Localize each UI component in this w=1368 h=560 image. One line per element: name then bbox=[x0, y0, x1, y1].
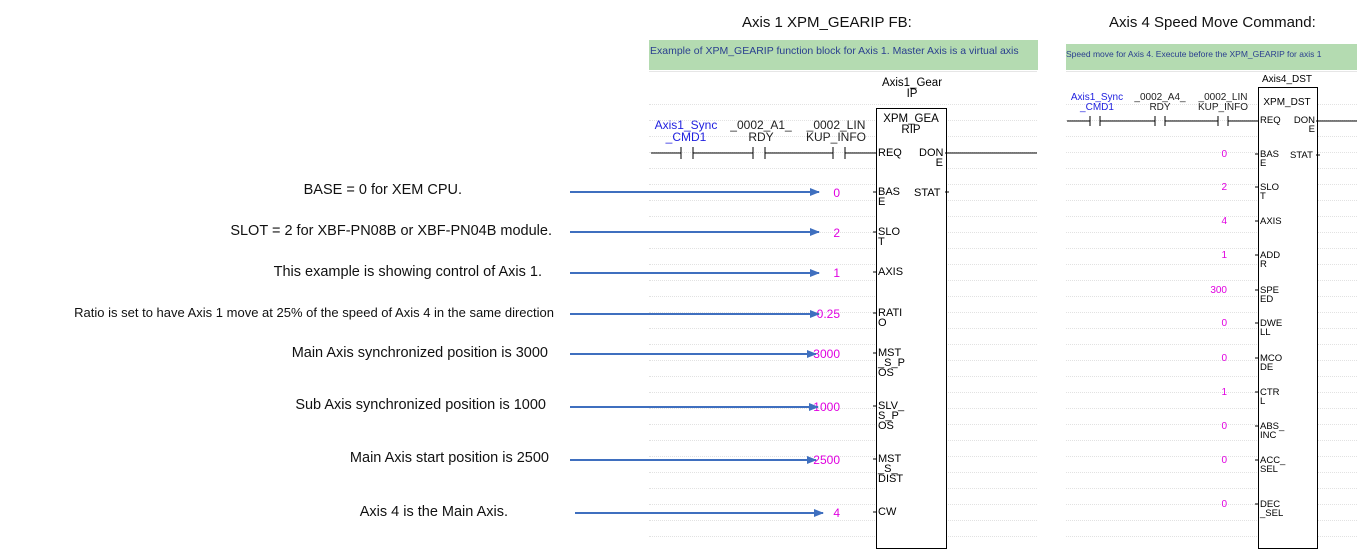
right-fb-pin-label: MCO DE bbox=[1260, 353, 1283, 373]
right-diagram-title: Axis 4 Speed Move Command: bbox=[1109, 14, 1316, 31]
right-fb-type: XPM_DST bbox=[1263, 97, 1311, 108]
right-contact-linkup-label: _0002_LIN KUP_INFO bbox=[1197, 92, 1248, 113]
right-fb-done-pin: DON E bbox=[1293, 115, 1315, 135]
right-contact-a4-rdy-label: _0002_A4_ RDY bbox=[1134, 92, 1186, 113]
right-fb-input-value[interactable]: 1 bbox=[1221, 387, 1227, 398]
left-fb-input-value[interactable]: 0 bbox=[833, 186, 840, 200]
left-fb-stat-pin: STAT bbox=[914, 187, 941, 199]
left-fb-input-value[interactable]: 2500 bbox=[813, 453, 840, 467]
left-fb-input-value[interactable]: 3000 bbox=[813, 347, 840, 361]
right-fb-input-value[interactable]: 0 bbox=[1221, 149, 1227, 160]
left-comment-banner: Example of XPM_GEARIP function block for Axis 1. Master Axis is a virtual axis bbox=[649, 40, 1038, 70]
right-fb-req-pin: REQ bbox=[1260, 115, 1281, 126]
right-fb-input-value[interactable]: 0 bbox=[1221, 455, 1227, 466]
right-fb-input-value[interactable]: 0 bbox=[1221, 318, 1227, 329]
left-fb-pin-label: CW bbox=[878, 506, 897, 518]
left-contact-linkup-label: _0002_LIN KUP_INFO bbox=[805, 118, 866, 144]
left-fb-pin-label: SLV_ S_P OS bbox=[878, 400, 905, 432]
left-contact-a1-rdy-label: _0002_A1_ RDY bbox=[730, 118, 792, 144]
left-fb-input-value[interactable]: 1 bbox=[833, 266, 840, 280]
left-fb-pin-label: AXIS bbox=[878, 266, 904, 278]
left-rung bbox=[651, 147, 1037, 159]
left-fb-input-value[interactable]: 1000 bbox=[813, 400, 840, 414]
note-main-axis: Axis 4 is the Main Axis. bbox=[359, 504, 508, 520]
left-fb-input-value[interactable]: 2 bbox=[833, 226, 840, 240]
right-fb-pin-label: BAS E bbox=[1260, 149, 1280, 169]
right-fb-pin-label: ABS_ INC bbox=[1260, 421, 1285, 441]
right-fb-pin-label: SLO T bbox=[1260, 182, 1280, 202]
right-fb-pin-label: DEC _SEL bbox=[1260, 499, 1284, 519]
left-fb-pin-label: MST _S_ DIST bbox=[878, 453, 904, 485]
left-fb-pin-label: RATI O bbox=[878, 307, 903, 329]
note-master-sync-pos: Main Axis synchronized position is 3000 bbox=[291, 345, 548, 361]
note-slot: SLOT = 2 for XBF-PN08B or XBF-PN04B module. bbox=[230, 223, 552, 239]
right-fb-pin-label: SPE ED bbox=[1260, 285, 1280, 305]
right-fb-input-value[interactable]: 0 bbox=[1221, 353, 1227, 364]
right-fb-input-value[interactable]: 1 bbox=[1221, 250, 1227, 261]
note-slave-sync-pos: Sub Axis synchronized position is 1000 bbox=[295, 397, 546, 413]
right-comment-banner: Speed move for Axis 4. Execute before the XPM_GEARIP for axis 1 bbox=[1066, 44, 1357, 70]
right-fb-pin-label: AXIS bbox=[1260, 216, 1282, 227]
right-rung bbox=[1067, 116, 1357, 126]
right-fb-pin-label: ACC_ SEL bbox=[1260, 455, 1286, 475]
left-fb-pin-label: MST _S_P OS bbox=[878, 347, 905, 379]
right-fb-input-value[interactable]: 0 bbox=[1221, 421, 1227, 432]
note-base: BASE = 0 for XEM CPU. bbox=[303, 182, 462, 198]
left-fb-input-value[interactable]: 4 bbox=[833, 506, 840, 520]
right-fb-instance-name: Axis4_DST bbox=[1261, 74, 1312, 85]
right-fb-pin-label: CTR L bbox=[1260, 387, 1280, 407]
right-contact-sync-cmd-label: Axis1_Sync _CMD1 bbox=[1070, 92, 1124, 113]
left-fb-pin-label: SLO T bbox=[878, 226, 901, 248]
left-fb-input-value[interactable]: 0.25 bbox=[816, 307, 840, 321]
note-axis: This example is showing control of Axis 1. bbox=[273, 264, 542, 280]
right-fb-stat-pin: STAT bbox=[1290, 150, 1313, 161]
left-contact-sync-cmd-label: Axis1_Sync _CMD1 bbox=[654, 118, 718, 144]
left-fb-pin-label: BAS E bbox=[878, 186, 901, 208]
left-fb-type: XPM_GEA RIP bbox=[883, 113, 939, 136]
right-fb-input-value[interactable]: 2 bbox=[1221, 182, 1227, 193]
right-fb-input-value[interactable]: 0 bbox=[1221, 499, 1227, 510]
left-diagram-title: Axis 1 XPM_GEARIP FB: bbox=[742, 14, 912, 31]
note-master-start-pos: Main Axis start position is 2500 bbox=[349, 450, 549, 466]
left-fb-done-pin: DON E bbox=[919, 147, 944, 169]
right-fb-input-value[interactable]: 300 bbox=[1210, 285, 1227, 296]
right-fb-pin-label: ADD R bbox=[1260, 250, 1281, 270]
right-fb-input-value[interactable]: 4 bbox=[1221, 216, 1227, 227]
note-ratio: Ratio is set to have Axis 1 move at 25% of the speed of Axis 4 in the same direction bbox=[74, 305, 554, 320]
left-fb-instance-name: Axis1_Gear IP bbox=[881, 77, 943, 100]
right-fb-pin-label: DWE LL bbox=[1260, 318, 1283, 338]
annotation-arrows bbox=[570, 192, 823, 513]
left-fb-req-pin: REQ bbox=[878, 147, 902, 159]
